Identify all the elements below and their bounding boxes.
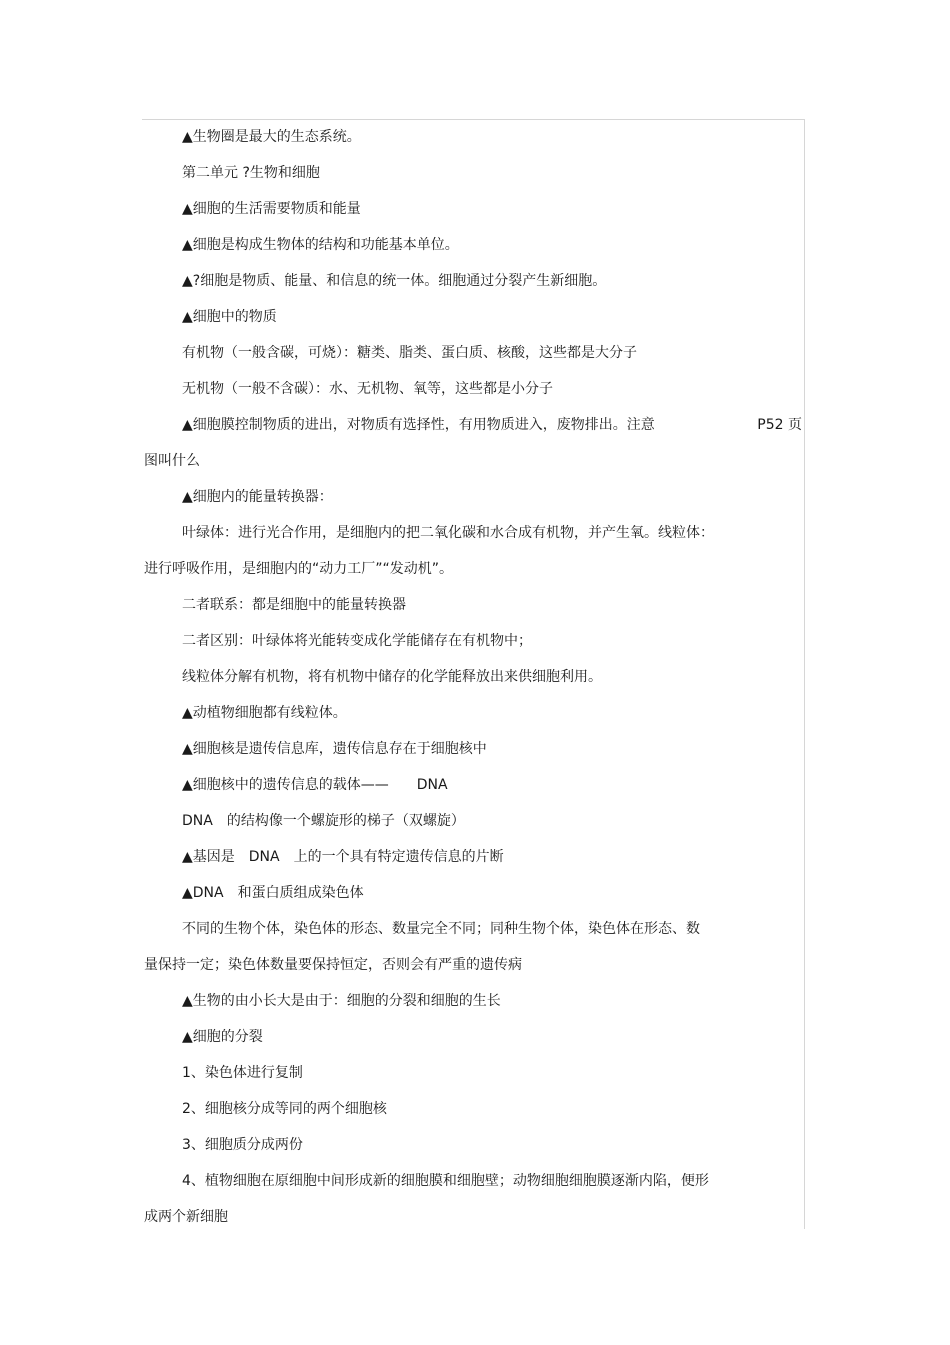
text-line: 4、植物细胞在原细胞中间形成新的细胞膜和细胞壁；动物细胞细胞膜逐渐内陷，便形 bbox=[182, 1173, 709, 1189]
text-line: ▲动植物细胞都有线粒体。 bbox=[182, 705, 347, 721]
dna-term: DNA bbox=[182, 813, 213, 829]
paragraph bbox=[144, 119, 804, 155]
text-line: 二者区别：叶绿体将光能转变成化学能储存在有机物中； bbox=[182, 633, 532, 649]
dna-term: ▲DNA bbox=[182, 885, 224, 901]
text-line: 上的一个具有特定遗传信息的片断 bbox=[293, 849, 504, 865]
list-item bbox=[144, 1091, 804, 1127]
page-reference: P52 页 bbox=[757, 417, 802, 433]
text-line: 有机物（一般含碳，可烧）：糖类、脂类、蛋白质、核酸，这些都是大分子 bbox=[182, 345, 637, 361]
text-line: ▲基因是 bbox=[182, 849, 235, 865]
paragraph bbox=[144, 227, 804, 263]
text-line: 第二单元 ?生物和细胞 bbox=[182, 165, 320, 181]
text-line: ▲细胞内的能量转换器： bbox=[182, 489, 333, 505]
text-line: ▲?细胞是物质、能量、和信息的统一体。细胞通过分裂产生新细胞。 bbox=[182, 273, 607, 289]
paragraph bbox=[144, 191, 804, 227]
paragraph bbox=[144, 983, 804, 1019]
text-line: 成两个新细胞 bbox=[144, 1209, 228, 1225]
text-line: ▲生物圈是最大的生态系统。 bbox=[182, 129, 361, 145]
paragraph bbox=[144, 263, 804, 299]
paragraph bbox=[144, 731, 804, 767]
document-body bbox=[144, 119, 804, 1235]
paragraph bbox=[144, 479, 804, 515]
text-line: ▲细胞核是遗传信息库，遗传信息存在于细胞核中 bbox=[182, 741, 487, 757]
text-line: 1、染色体进行复制 bbox=[182, 1065, 303, 1081]
paragraph bbox=[144, 371, 804, 407]
text-line: ▲细胞膜控制物质的进出，对物质有选择性，有用物质进入，废物排出。注意 bbox=[182, 417, 655, 433]
text-line: 图叫什么 bbox=[144, 453, 200, 469]
text-line: ▲细胞的分裂 bbox=[182, 1029, 263, 1045]
paragraph bbox=[144, 659, 804, 695]
text-line: ▲细胞中的物质 bbox=[182, 309, 277, 325]
list-item bbox=[144, 1163, 804, 1199]
text-line: 线粒体分解有机物，将有机物中储存的化学能释放出来供细胞利用。 bbox=[182, 669, 602, 685]
list-item bbox=[144, 1055, 804, 1091]
paragraph bbox=[144, 587, 804, 623]
paragraph bbox=[144, 767, 804, 803]
text-line: 无机物（一般不含碳）：水、无机物、氧等，这些都是小分子 bbox=[182, 381, 553, 397]
dna-term: DNA bbox=[416, 777, 448, 793]
paragraph bbox=[144, 1019, 804, 1055]
paragraph bbox=[144, 299, 804, 335]
text-line: 量保持一定；染色体数量要保持恒定，否则会有严重的遗传病 bbox=[144, 957, 522, 973]
text-line: 叶绿体：进行光合作用，是细胞内的把二氧化碳和水合成有机物，并产生氧。线粒体： bbox=[182, 525, 714, 541]
text-line: ▲生物的由小长大是由于：细胞的分裂和细胞的生长 bbox=[182, 993, 501, 1009]
paragraph-continuation bbox=[144, 443, 804, 479]
list-item bbox=[144, 1127, 804, 1163]
paragraph-continuation bbox=[144, 551, 804, 587]
text-line: 3、细胞质分成两份 bbox=[182, 1137, 303, 1153]
paragraph bbox=[144, 911, 804, 947]
text-line: 二者联系：都是细胞中的能量转换器 bbox=[182, 597, 406, 613]
paragraph-continuation bbox=[144, 947, 804, 983]
text-line: ▲细胞的生活需要物质和能量 bbox=[182, 201, 361, 217]
text-line: 2、细胞核分成等同的两个细胞核 bbox=[182, 1101, 387, 1117]
text-line: 和蛋白质组成染色体 bbox=[237, 885, 364, 901]
text-line: 的结构像一个螺旋形的梯子（双螺旋） bbox=[226, 813, 465, 829]
paragraph bbox=[144, 335, 804, 371]
unit-heading bbox=[144, 155, 804, 191]
paragraph bbox=[144, 515, 804, 551]
dna-term: DNA bbox=[248, 849, 280, 865]
paragraph bbox=[144, 407, 804, 443]
text-line: ▲细胞是构成生物体的结构和功能基本单位。 bbox=[182, 237, 459, 253]
paragraph bbox=[144, 839, 804, 875]
paragraph bbox=[144, 875, 804, 911]
text-line: 不同的生物个体，染色体的形态、数量完全不同；同种生物个体，染色体在形态、数 bbox=[182, 921, 700, 937]
paragraph bbox=[144, 623, 804, 659]
text-line: 进行呼吸作用，是细胞内的“动力工厂”“发动机”。 bbox=[144, 561, 454, 577]
paragraph bbox=[144, 803, 804, 839]
paragraph-continuation bbox=[144, 1199, 804, 1235]
text-line: ▲细胞核中的遗传信息的载体—— bbox=[182, 777, 389, 793]
paragraph bbox=[144, 695, 804, 731]
